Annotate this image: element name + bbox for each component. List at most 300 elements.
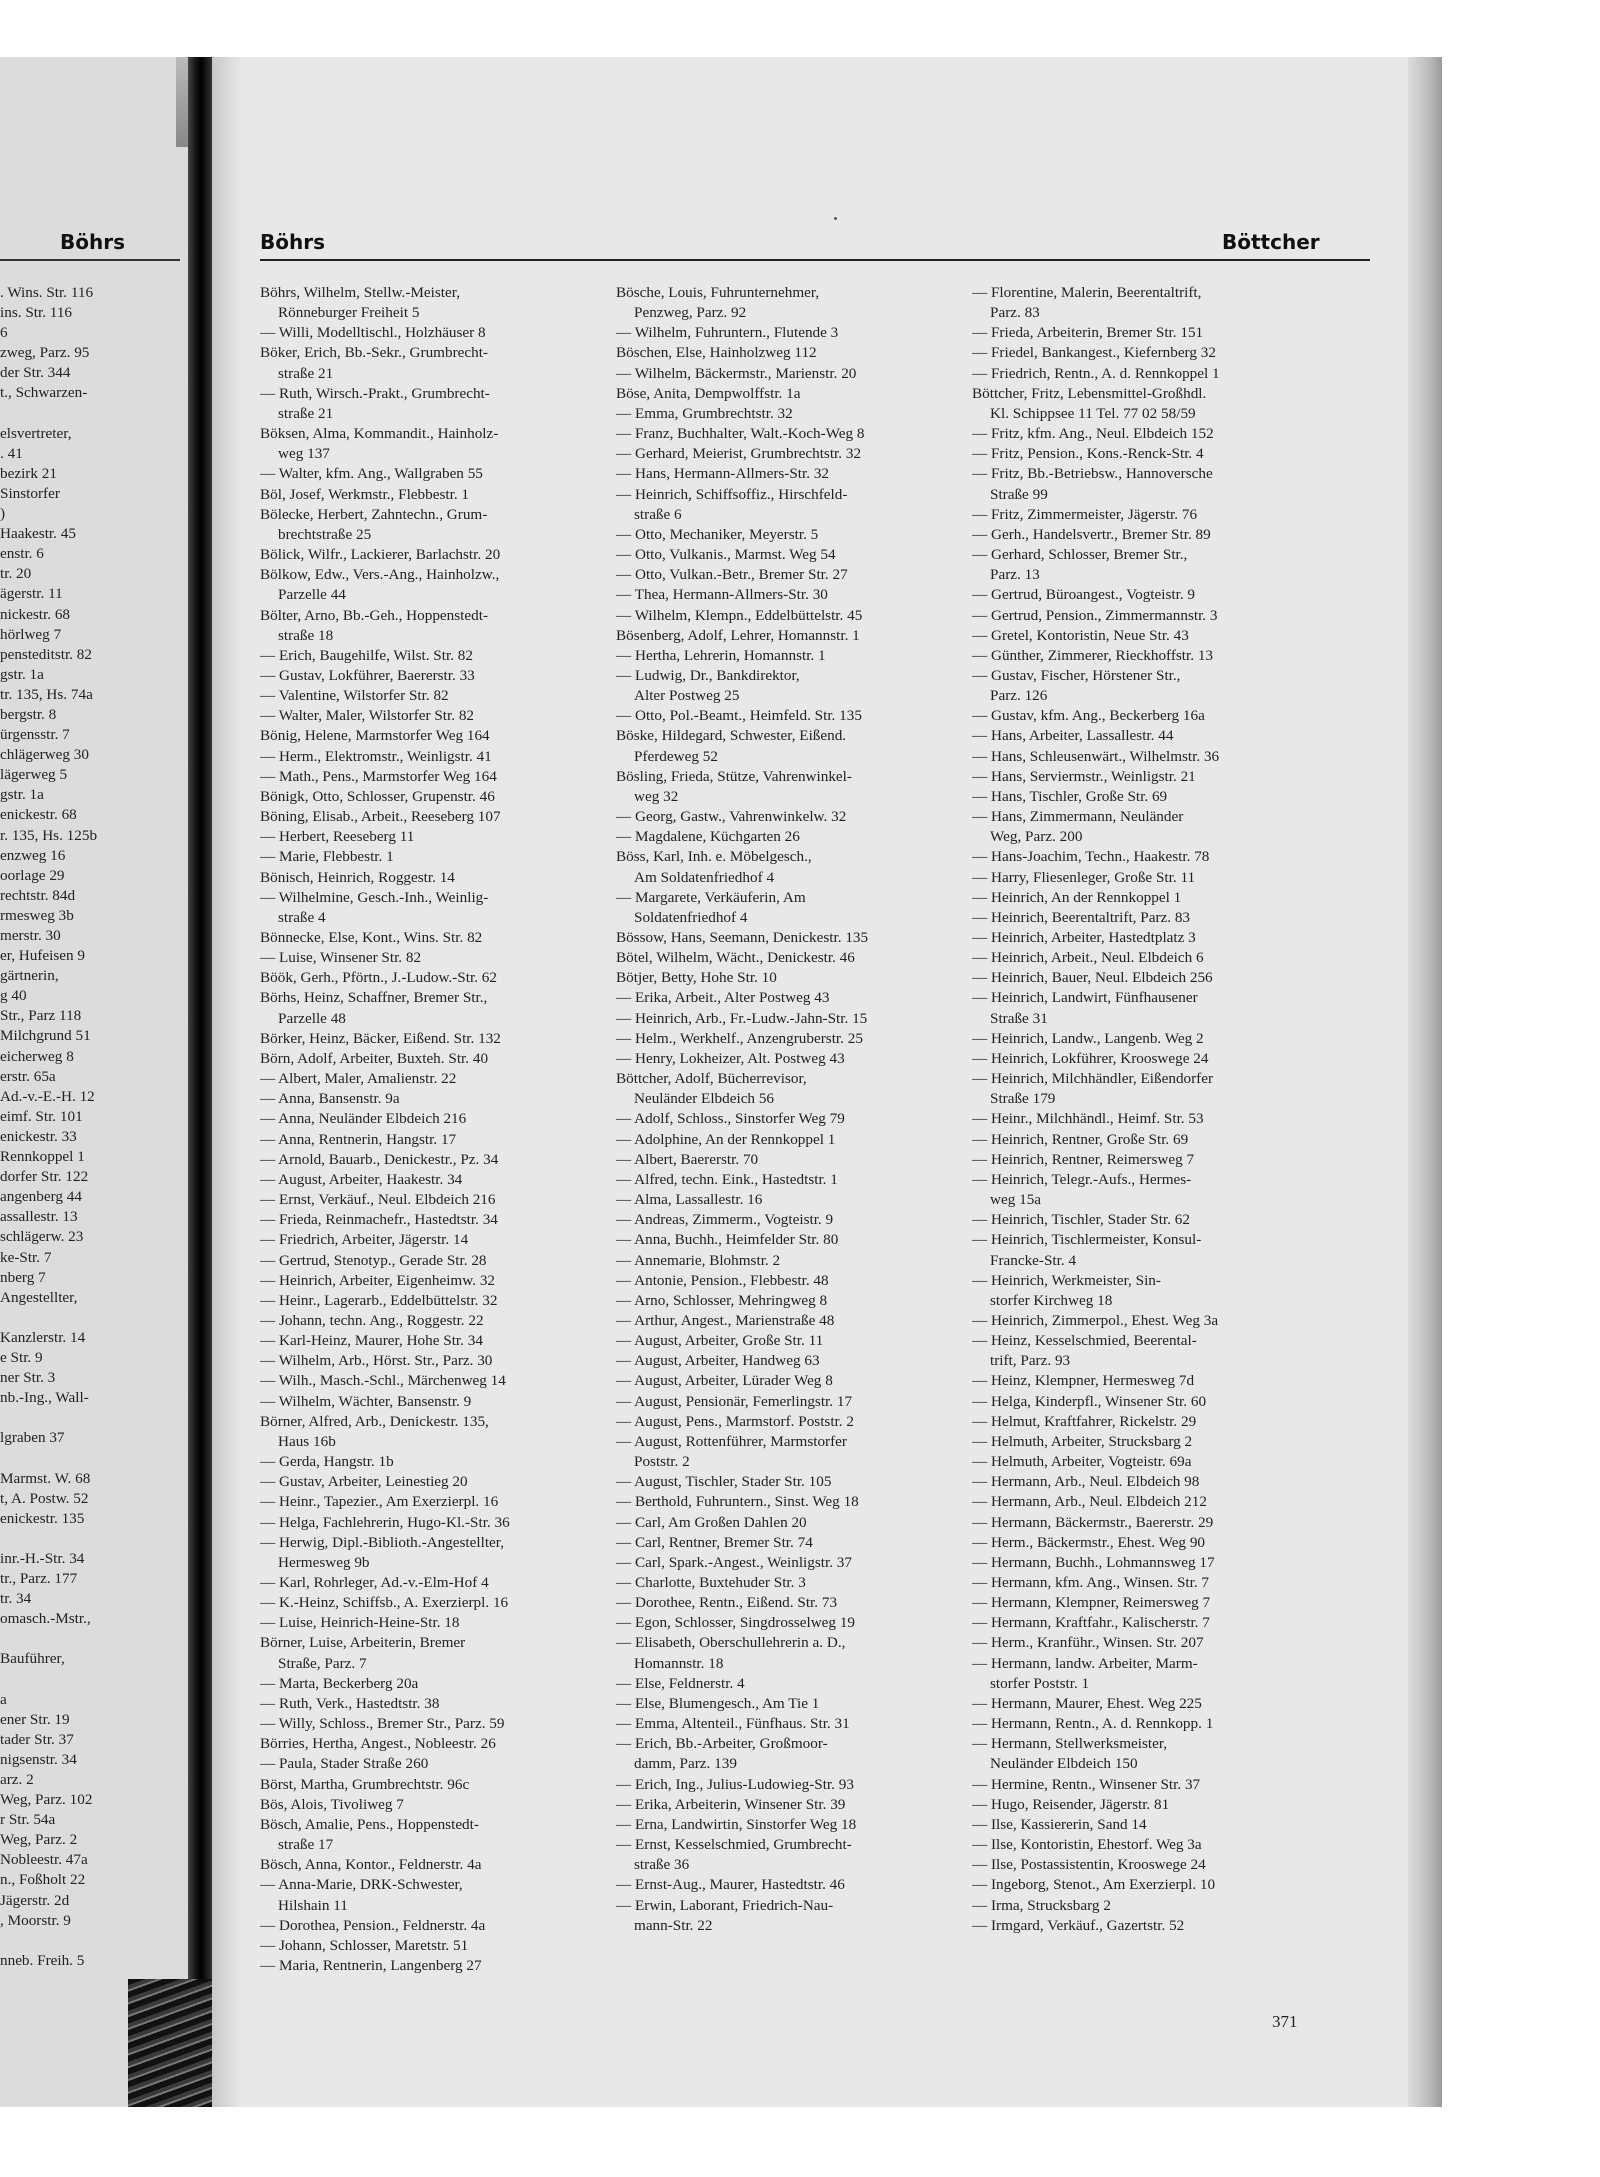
previous-page-line: t., Schwarzen- (0, 384, 88, 402)
directory-entry-line: — Fritz, Zimmermeister, Jägerstr. 76 (972, 505, 1198, 523)
directory-entry-line: — August, Arbeiter, Große Str. 11 (616, 1332, 824, 1350)
directory-entry-line: Neuländer Elbdeich 150 (990, 1755, 1138, 1773)
directory-entry-line: Bönig, Helene, Marmstorfer Weg 164 (260, 727, 490, 745)
previous-page-line (0, 1308, 180, 1328)
directory-entry-line: Bölter, Arno, Bb.-Geh., Hoppenstedt- (260, 606, 489, 624)
directory-entry-line: — Gertrud, Pension., Zimmermannstr. 3 (972, 606, 1218, 624)
directory-entry-line: — Johann, techn. Ang., Roggestr. 22 (260, 1311, 484, 1329)
directory-entry-line: straße 21 (278, 364, 334, 382)
directory-entry-line: Böske, Hildegard, Schwester, Eißend. (616, 727, 847, 745)
previous-page-line (0, 1629, 180, 1649)
previous-page-line: bezirk 21 (0, 464, 57, 482)
directory-entry-line: Parz. 126 (990, 687, 1048, 705)
previous-page-header: Böhrs (60, 230, 125, 254)
previous-page-line: lgraben 37 (0, 1429, 65, 1447)
directory-entry-line: — Helmuth, Arbeiter, Vogteistr. 69a (972, 1453, 1192, 1471)
book-gutter (188, 57, 212, 2107)
previous-page-line: nb.-Ing., Wall- (0, 1389, 89, 1407)
directory-entry-line: — Gustav, kfm. Ang., Beckerberg 16a (972, 707, 1205, 725)
previous-page-line: ürgensstr. 7 (0, 726, 70, 744)
directory-entry-line: — Albert, Maler, Amalienstr. 22 (260, 1070, 457, 1088)
running-head-right: Böttcher (1222, 230, 1320, 254)
previous-page-line: Jägerstr. 2d (0, 1891, 70, 1909)
previous-page-line: tr., Parz. 177 (0, 1570, 78, 1587)
directory-entry-line: — Wilhelm, Bäckermstr., Marienstr. 20 (616, 364, 857, 382)
directory-entry-line: Bösenberg, Adolf, Lehrer, Homannstr. 1 (616, 626, 860, 644)
directory-entry-line: — Helmut, Kraftfahrer, Rickelstr. 29 (972, 1412, 1197, 1430)
previous-page-line: n., Foßholt 22 (0, 1871, 86, 1889)
directory-entry-line: — Erwin, Laborant, Friedrich-Nau- (616, 1896, 834, 1914)
directory-entry-line: — Hans, Tischler, Große Str. 69 (972, 787, 1168, 805)
directory-entry-line: Bössow, Hans, Seemann, Denickestr. 135 (616, 929, 869, 946)
directory-entry-line: Böning, Elisab., Arbeit., Reeseberg 107 (260, 808, 501, 826)
directory-entry-line: Bölecke, Herbert, Zahntechn., Grum- (260, 505, 488, 523)
directory-entry-line: — Anna-Marie, DRK-Schwester, (260, 1876, 463, 1894)
directory-entry-line: — Heinrich, Rentner, Große Str. 69 (972, 1130, 1189, 1148)
directory-entry-line: Börner, Alfred, Arb., Denickestr. 135, (260, 1412, 489, 1430)
previous-page-line: elsvertreter, (0, 424, 72, 442)
directory-entry-line: straße 36 (634, 1856, 690, 1874)
previous-page-line: merstr. 30 (0, 927, 61, 944)
directory-entry-line: — Hermann, Maurer, Ehest. Weg 225 (972, 1694, 1202, 1712)
directory-entry-line: Böl, Josef, Werkmstr., Flebbestr. 1 (260, 485, 470, 503)
previous-page-line: r. 135, Hs. 125b (0, 826, 98, 844)
directory-entry-line: — Helga, Fachlehrerin, Hugo-Kl.-Str. 36 (260, 1513, 510, 1531)
directory-entry-line: — Annemarie, Blohmstr. 2 (616, 1251, 781, 1269)
directory-entry-line: Böttcher, Fritz, Lebensmittel-Großhdl. (972, 384, 1207, 402)
directory-entry-line: — Erika, Arbeiterin, Winsener Str. 39 (616, 1795, 846, 1813)
directory-entry-line: — Helmuth, Arbeiter, Strucksbarg 2 (972, 1432, 1193, 1450)
previous-page-line: er, Hufeisen 9 (0, 947, 85, 965)
directory-entry-line: — Friedrich, Arbeiter, Jägerstr. 14 (260, 1231, 469, 1249)
page-edge-shadow (1408, 57, 1442, 2107)
directory-entry-line: — Wilhelm, Arb., Hörst. Str., Parz. 30 (260, 1352, 493, 1370)
directory-entry-line: Böök, Gerh., Pförtn., J.-Ludow.-Str. 62 (260, 969, 497, 987)
directory-entry-line: — Karl, Rohrleger, Ad.-v.-Elm-Hof 4 (260, 1574, 489, 1591)
directory-entry-line: trift, Parz. 93 (990, 1352, 1071, 1370)
previous-page-line: t, A. Postw. 52 (0, 1489, 89, 1507)
previous-page-line: Nobleestr. 47a (0, 1851, 88, 1869)
binding-tape (128, 1979, 218, 2107)
directory-entry-line: Börn, Adolf, Arbeiter, Buxteh. Str. 40 (260, 1049, 489, 1067)
directory-entry-line: — Irmgard, Verkäuf., Gazertstr. 52 (972, 1916, 1185, 1934)
directory-entry-line: — Hermann, Klempner, Reimersweg 7 (972, 1594, 1211, 1612)
directory-entry-line: — Arnold, Bauarb., Denickestr., Pz. 34 (260, 1150, 499, 1168)
directory-entry-line: — Hermann, Buchh., Lohmannsweg 17 (972, 1553, 1215, 1571)
directory-entry-line: Böker, Erich, Bb.-Sekr., Grumbrecht- (260, 344, 488, 362)
directory-entry-line: straße 21 (278, 404, 334, 422)
directory-entry-line: — Heinrich, Werkmeister, Sin- (972, 1271, 1161, 1289)
previous-page-line: nberg 7 (0, 1268, 46, 1286)
directory-entry-line: — Hermann, Kraftfahr., Kalischerstr. 7 (972, 1614, 1210, 1632)
previous-page-line: bergstr. 8 (0, 705, 57, 723)
previous-page-line: Ad.-v.-E.-H. 12 (0, 1087, 95, 1105)
directory-entry-line: — Alma, Lassallestr. 16 (616, 1191, 763, 1209)
directory-entry-line: — Herm., Bäckermstr., Ehest. Weg 90 (972, 1533, 1206, 1551)
directory-entry-line: — Adolf, Schloss., Sinstorfer Weg 79 (616, 1110, 845, 1128)
directory-entry-line: straße 18 (278, 626, 334, 644)
directory-entry-line: — Heinrich, Rentner, Reimersweg 7 (972, 1150, 1195, 1168)
directory-entry-line: Homannstr. 18 (634, 1654, 724, 1672)
previous-page-rule (0, 259, 180, 261)
directory-entry-line: — Anna, Neuländer Elbdeich 216 (260, 1110, 467, 1128)
directory-entry-line: Hermesweg 9b (278, 1553, 370, 1571)
header-dot (834, 217, 837, 220)
directory-entry-line: — Paula, Stader Straße 260 (260, 1755, 429, 1773)
directory-entry-line: — Heinrich, Schiffsoffiz., Hirschfeld- (616, 485, 848, 503)
directory-entry-line: straße 6 (634, 505, 682, 523)
directory-entry-line: — Karl-Heinz, Maurer, Hohe Str. 34 (260, 1332, 483, 1350)
previous-page-column (0, 283, 180, 1971)
directory-entry-line: Soldatenfriedhof 4 (634, 908, 748, 926)
previous-page-line: gstr. 1a (0, 665, 44, 683)
directory-entry-line: — Ilse, Postassistentin, Krooswege 24 (972, 1856, 1206, 1874)
directory-entry-line: Neuländer Elbdeich 56 (634, 1090, 775, 1108)
directory-entry-line: — Franz, Buchhalter, Walt.-Koch-Weg 8 (616, 425, 865, 443)
previous-page-line: rmesweg 3b (0, 906, 74, 924)
directory-entry-line: — Math., Pens., Marmstorfer Weg 164 (260, 767, 497, 785)
directory-entry-line: — Anna, Buchh., Heimfelder Str. 80 (616, 1231, 839, 1249)
directory-entry-line: Böttcher, Adolf, Bücherrevisor, (616, 1070, 807, 1088)
directory-entry-line: — Heinrich, Zimmerpol., Ehest. Weg 3a (972, 1311, 1219, 1329)
previous-page-line: g 40 (0, 987, 27, 1005)
directory-entry-line: — Anna, Bansenstr. 9a (260, 1090, 400, 1108)
directory-entry-line: Poststr. 2 (634, 1453, 690, 1471)
directory-entry-line: Weg, Parz. 200 (990, 828, 1083, 846)
previous-page-line: ke-Str. 7 (0, 1248, 52, 1266)
directory-entry-line: — Gerhard, Meierist, Grumbrechtstr. 32 (616, 445, 862, 463)
directory-entry-line: — Heinr., Lagerarb., Eddelbüttelstr. 32 (260, 1291, 498, 1309)
directory-entry-line: — Gerh., Handelsvertr., Bremer Str. 89 (972, 525, 1211, 543)
previous-page-line: Milchgrund 51 (0, 1027, 91, 1045)
previous-page-line (0, 1448, 180, 1468)
directory-entry-line: Bösche, Louis, Fuhrunternehmer, (616, 284, 820, 301)
directory-entry-line: — Heinrich, Arbeiter, Eigenheimw. 32 (260, 1271, 496, 1289)
directory-entry-line: — Carl, Rentner, Bremer Str. 74 (616, 1533, 813, 1551)
directory-entry-line: — Gustav, Arbeiter, Leinestieg 20 (260, 1473, 468, 1491)
directory-entry-line: Bölick, Wilfr., Lackierer, Barlachstr. 20 (260, 546, 501, 564)
directory-entry-line: — Ernst, Kesselschmied, Grumbrecht- (616, 1836, 852, 1854)
directory-entry-line: — Hermann, kfm. Ang., Winsen. Str. 7 (972, 1574, 1210, 1591)
previous-page-fragment (0, 57, 188, 2107)
directory-entry-line: Parzelle 44 (278, 586, 346, 604)
previous-page-line (0, 404, 180, 424)
directory-entry-line: — Valentine, Wilstorfer Str. 82 (260, 687, 449, 705)
directory-entry-line: Am Soldatenfriedhof 4 (634, 868, 775, 886)
previous-page-line: nigsenstr. 34 (0, 1750, 77, 1768)
previous-page-line: Weg, Parz. 102 (0, 1791, 93, 1809)
directory-entry-line: — Wilhelmine, Gesch.-Inh., Weinlig- (260, 888, 489, 906)
previous-page-line: hörlweg 7 (0, 625, 62, 643)
previous-page-line: chlägerweg 30 (0, 746, 89, 764)
directory-entry-line: — Ilse, Kontoristin, Ehestorf. Weg 3a (972, 1836, 1202, 1854)
directory-entry-line: — Fritz, kfm. Ang., Neul. Elbdeich 152 (972, 425, 1214, 443)
previous-page-line: enickestr. 68 (0, 806, 77, 824)
directory-entry-line: — Margarete, Verkäuferin, Am (616, 888, 806, 906)
directory-entry-line: — Hans, Arbeiter, Lassallestr. 44 (972, 727, 1174, 745)
previous-page-line: rechtstr. 84d (0, 886, 76, 904)
directory-entry-line: — Antonie, Pension., Flebbestr. 48 (616, 1271, 829, 1289)
directory-entry-line: — Hermann, Bäckermstr., Baererstr. 29 (972, 1513, 1214, 1531)
directory-entry-line: — Friedel, Bankangest., Kiefernberg 32 (972, 344, 1216, 362)
directory-entry-line: — Erich, Ing., Julius-Ludowieg-Str. 93 (616, 1775, 854, 1793)
previous-page-line: a (0, 1690, 7, 1708)
directory-entry-line: — Wilh., Masch.-Schl., Märchenweg 14 (260, 1372, 506, 1390)
directory-entry-line: — Heinrich, Tischlermeister, Konsul- (972, 1231, 1202, 1249)
previous-page-line: schlägerw. 23 (0, 1228, 84, 1246)
directory-entry-line: Pferdeweg 52 (634, 747, 718, 765)
directory-entry-line: — Frieda, Reinmachefr., Hastedtstr. 34 (260, 1211, 498, 1229)
directory-entry-line: — August, Tischler, Stader Str. 105 (616, 1473, 832, 1491)
directory-entry-line: — Wilhelm, Wächter, Bansenstr. 9 (260, 1392, 472, 1410)
previous-page-line: r Str. 54a (0, 1811, 56, 1829)
previous-page-line: ner Str. 3 (0, 1369, 56, 1387)
directory-entry-line: Haus 16b (278, 1432, 336, 1450)
directory-entry-line: — Johann, Schlosser, Maretstr. 51 (260, 1936, 469, 1954)
directory-entry-line: — Marta, Beckerberg 20a (260, 1674, 419, 1692)
directory-entry-line: — Hans, Hermann-Allmers-Str. 32 (616, 465, 830, 483)
directory-entry-line: straße 17 (278, 1836, 334, 1854)
directory-entry-line: — Erna, Landwirtin, Sinstorfer Weg 18 (616, 1815, 857, 1833)
directory-entry-line: — Ernst, Verkäuf., Neul. Elbdeich 216 (260, 1191, 496, 1209)
directory-entry-line: Böksen, Alma, Kommandit., Hainholz- (260, 425, 499, 443)
directory-entry-line: — Fritz, Bb.-Betriebsw., Hannoversche (972, 465, 1213, 483)
directory-entry-line: — Herbert, Reeseberg 11 (260, 828, 415, 846)
directory-entry-line: — Luise, Winsener Str. 82 (260, 949, 422, 967)
previous-page-line (0, 1669, 180, 1689)
directory-entry-line: — Hermann, Arb., Neul. Elbdeich 98 (972, 1473, 1200, 1491)
previous-page-line: enickestr. 135 (0, 1509, 85, 1527)
directory-entry-line: — Ruth, Wirsch.-Prakt., Grumbrecht- (260, 384, 490, 402)
page-number: 371 (1272, 2012, 1298, 2031)
previous-page-line (0, 1408, 180, 1428)
directory-entry-line: — Willi, Modelltischl., Holzhäuser 8 (260, 324, 486, 342)
directory-entry-line: — Ingeborg, Stenot., Am Exerzierpl. 10 (972, 1876, 1216, 1894)
directory-entry-line: — Heinrich, Bauer, Neul. Elbdeich 256 (972, 969, 1213, 987)
directory-entry-line: Börries, Hertha, Angest., Nobleestr. 26 (260, 1735, 496, 1753)
directory-entry-line: — August, Arbeiter, Handweg 63 (616, 1352, 820, 1370)
directory-entry-line: brechtstraße 25 (278, 525, 372, 543)
directory-entry-line: — Willy, Schloss., Bremer Str., Parz. 59 (260, 1715, 505, 1733)
directory-entry-line: — Heinrich, Arbeit., Neul. Elbdeich 6 (972, 949, 1204, 967)
previous-page-line: gstr. 1a (0, 786, 44, 804)
previous-page-line: gärtnerin, (0, 967, 59, 985)
directory-entry-line: — Friedrich, Rentn., A. d. Rennkoppel 1 (972, 364, 1220, 382)
previous-page-line: . Wins. Str. 116 (0, 284, 94, 301)
directory-column-3 (972, 283, 1322, 1936)
previous-page-line: eicherweg 8 (0, 1047, 74, 1065)
directory-entry-line: — Anna, Rentnerin, Hangstr. 17 (260, 1130, 457, 1148)
directory-entry-line: storfer Poststr. 1 (990, 1674, 1090, 1692)
header-rule (260, 259, 1370, 261)
previous-page-line: Angestellter, (0, 1288, 78, 1306)
directory-entry-line: — Heinrich, Telegr.-Aufs., Hermes- (972, 1170, 1192, 1188)
directory-entry-line: — Arthur, Angest., Marienstraße 48 (616, 1311, 835, 1329)
directory-entry-line: — Elisabeth, Oberschullehrerin a. D., (616, 1634, 846, 1652)
previous-page-line: inr.-H.-Str. 34 (0, 1549, 85, 1567)
directory-entry-line: — Arno, Schlosser, Mehringweg 8 (616, 1291, 828, 1309)
previous-page-line: Str., Parz 118 (0, 1007, 82, 1025)
directory-entry-line: — Herwig, Dipl.-Biblioth.-Angestellter, (260, 1533, 505, 1551)
scanned-book-spread (0, 57, 1442, 2107)
directory-entry-line: — Magdalene, Küchgarten 26 (616, 828, 800, 846)
directory-entry-line: — Andreas, Zimmerm., Vogteistr. 9 (616, 1211, 834, 1229)
directory-entry-line: — K.-Heinz, Schiffsb., A. Exerzierpl. 16 (260, 1594, 509, 1612)
directory-entry-line: — Ruth, Verk., Hastedtstr. 38 (260, 1694, 440, 1712)
previous-page-line: omasch.-Mstr., (0, 1610, 91, 1628)
directory-entry-line: — Marie, Flebbestr. 1 (260, 848, 394, 866)
directory-entry-line: Bösling, Frieda, Stütze, Vahrenwinkel- (616, 767, 852, 785)
directory-entry-line: — Hugo, Reisender, Jägerstr. 81 (972, 1795, 1170, 1813)
directory-entry-line: — Ernst-Aug., Maurer, Hastedtstr. 46 (616, 1876, 845, 1894)
directory-entry-line: — Heinrich, Arbeiter, Hastedtplatz 3 (972, 929, 1196, 946)
directory-entry-line: mann-Str. 22 (634, 1916, 713, 1934)
directory-entry-line: Parz. 13 (990, 566, 1040, 584)
directory-entry-line: Böschen, Else, Hainholzweg 112 (616, 344, 817, 362)
directory-entry-line: — Otto, Mechaniker, Meyerstr. 5 (616, 525, 819, 543)
directory-entry-line: — Emma, Grumbrechtstr. 32 (616, 404, 793, 422)
directory-entry-line: — Hertha, Lehrerin, Homannstr. 1 (616, 646, 826, 664)
directory-entry-line: — Heinr., Tapezier., Am Exerzierpl. 16 (260, 1493, 499, 1511)
directory-entry-line: — Otto, Pol.-Beamt., Heimfeld. Str. 135 (616, 707, 862, 725)
directory-entry-line: — Gerhard, Schlosser, Bremer Str., (972, 546, 1188, 564)
directory-entry-line: — August, Rottenführer, Marmstorfer (616, 1432, 847, 1450)
directory-entry-line: — Florentine, Malerin, Beerentaltrift, (972, 284, 1202, 301)
running-head-left: Böhrs (260, 230, 325, 254)
directory-entry-line: Böss, Karl, Inh. e. Möbelgesch., (616, 848, 812, 866)
directory-entry-line: — Adolphine, An der Rennkoppel 1 (616, 1130, 836, 1148)
directory-entry-line: — Wilhelm, Klempn., Eddelbüttelstr. 45 (616, 606, 863, 624)
directory-entry-line: Bösch, Amalie, Pens., Hoppenstedt- (260, 1815, 479, 1833)
previous-page-line (0, 1529, 180, 1549)
directory-column-1 (260, 283, 610, 1976)
previous-page-line: enzweg 16 (0, 846, 66, 864)
previous-page-line (0, 1931, 180, 1951)
directory-entry-line: — Albert, Baererstr. 70 (616, 1150, 759, 1168)
previous-page-line: dorfer Str. 122 (0, 1168, 89, 1186)
directory-entry-line: Alter Postweg 25 (634, 687, 740, 705)
directory-entry-line: Rönneburger Freiheit 5 (278, 304, 420, 322)
previous-page-line: nickestr. 68 (0, 605, 71, 623)
directory-entry-line: — Gerda, Hangstr. 1b (260, 1453, 394, 1471)
directory-entry-line: Bönnecke, Else, Kont., Wins. Str. 82 (260, 929, 483, 946)
directory-entry-line: — Otto, Vulkanis., Marmst. Weg 54 (616, 546, 836, 564)
directory-page (212, 57, 1442, 2107)
directory-entry-line: — Helm., Werkhelf., Anzengruberstr. 25 (616, 1029, 863, 1047)
directory-entry-line: — Gustav, Lokführer, Baererstr. 33 (260, 666, 475, 684)
directory-entry-line: Böhrs, Wilhelm, Stellw.-Meister, (260, 284, 460, 301)
directory-entry-line: — Heinrich, Lokführer, Krooswege 24 (972, 1049, 1209, 1067)
previous-page-line: assallestr. 13 (0, 1208, 78, 1226)
directory-entry-line: — Wilhelm, Fuhruntern., Flutende 3 (616, 324, 839, 342)
previous-page-line: enickestr. 33 (0, 1127, 77, 1145)
directory-entry-line: — Hermann, Stellwerksmeister, (972, 1735, 1168, 1753)
directory-entry-line: Bösch, Anna, Kontor., Feldnerstr. 4a (260, 1856, 482, 1874)
directory-entry-line: — Ilse, Kassiererin, Sand 14 (972, 1815, 1147, 1833)
directory-entry-line: — Herm., Elektromstr., Weinligstr. 41 (260, 747, 492, 765)
directory-entry-line: Parz. 83 (990, 304, 1040, 322)
directory-entry-line: Bötel, Wilhelm, Wächt., Denickestr. 46 (616, 949, 855, 967)
directory-entry-line: — Walter, Maler, Wilstorfer Str. 82 (260, 707, 475, 725)
directory-entry-line: — Georg, Gastw., Vahrenwinkelw. 32 (616, 808, 847, 826)
previous-page-line: Rennkoppel 1 (0, 1148, 85, 1166)
directory-entry-line: — Heinrich, Landw., Langenb. Weg 2 (972, 1029, 1204, 1047)
directory-entry-line: — Heinrich, Arb., Fr.-Ludw.-Jahn-Str. 15 (616, 1009, 868, 1027)
directory-entry-line: — Walter, kfm. Ang., Wallgraben 55 (260, 465, 483, 483)
directory-entry-line: — Gertrud, Stenotyp., Gerade Str. 28 (260, 1251, 487, 1269)
directory-entry-line: — Heinrich, An der Rennkoppel 1 (972, 888, 1182, 906)
directory-entry-line: Bönigk, Otto, Schlosser, Grupenstr. 46 (260, 787, 495, 805)
directory-entry-line: — Frieda, Arbeiterin, Bremer Str. 151 (972, 324, 1204, 342)
previous-page-line: tr. 20 (0, 565, 32, 583)
directory-entry-line: — Heinz, Kesselschmied, Beerental- (972, 1332, 1197, 1350)
directory-entry-line: — Henry, Lokheizer, Alt. Postweg 43 (616, 1049, 845, 1067)
previous-page-line: lägerweg 5 (0, 766, 68, 784)
directory-entry-line: — Heinz, Klempner, Hermesweg 7d (972, 1372, 1195, 1390)
directory-entry-line: — Fritz, Pension., Kons.-Renck-Str. 4 (972, 445, 1204, 463)
directory-entry-line: — Gustav, Fischer, Hörstener Str., (972, 666, 1181, 684)
previous-page-line: Weg, Parz. 2 (0, 1831, 78, 1849)
directory-entry-line: — Dorothea, Pension., Feldnerstr. 4a (260, 1916, 486, 1934)
directory-entry-line: — Herm., Kranführ., Winsen. Str. 207 (972, 1634, 1204, 1652)
previous-page-line: Haakestr. 45 (0, 525, 76, 543)
previous-page-line: oorlage 29 (0, 866, 65, 884)
directory-entry-line: — Erich, Baugehilfe, Wilst. Str. 82 (260, 646, 473, 664)
directory-entry-line: — Else, Feldnerstr. 4 (616, 1674, 745, 1692)
directory-entry-line: — Egon, Schlosser, Singdrosselweg 19 (616, 1614, 856, 1632)
directory-entry-line: Straße, Parz. 7 (278, 1654, 367, 1672)
directory-entry-line: Böse, Anita, Dempwolffstr. 1a (616, 384, 801, 402)
directory-entry-line: — Heinrich, Beerentaltrift, Parz. 83 (972, 908, 1191, 926)
directory-entry-line: — Heinrich, Tischler, Stader Str. 62 (972, 1211, 1190, 1229)
directory-entry-line: — Gretel, Kontoristin, Neue Str. 43 (972, 626, 1189, 644)
directory-entry-line: — Maria, Rentnerin, Langenberg 27 (260, 1956, 482, 1974)
directory-entry-line: Bös, Alois, Tivoliweg 7 (260, 1795, 404, 1813)
directory-entry-line: Bötjer, Betty, Hohe Str. 10 (616, 969, 777, 987)
directory-entry-line: Straße 99 (990, 485, 1048, 503)
directory-entry-line: Börner, Luise, Arbeiterin, Bremer (260, 1634, 466, 1652)
directory-entry-line: weg 15a (990, 1191, 1042, 1209)
directory-entry-line: — Thea, Hermann-Allmers-Str. 30 (616, 586, 828, 604)
directory-entry-line: — Hans, Serviermstr., Weinligstr. 21 (972, 767, 1196, 785)
directory-entry-line: — Luise, Heinrich-Heine-Str. 18 (260, 1614, 460, 1632)
previous-page-line: Sinstorfer (0, 484, 60, 502)
directory-entry-line: — Ludwig, Dr., Bankdirektor, (616, 666, 800, 684)
previous-page-line: tr. 135, Hs. 74a (0, 685, 93, 703)
directory-entry-line: weg 137 (278, 445, 330, 463)
directory-entry-line: — Gertrud, Büroangest., Vogteistr. 9 (972, 586, 1196, 604)
directory-entry-line: — Emma, Altenteil., Fünfhaus. Str. 31 (616, 1715, 850, 1733)
directory-entry-line: Hilshain 11 (278, 1896, 348, 1914)
previous-page-line: eimf. Str. 101 (0, 1107, 83, 1125)
previous-page-line: 6 (0, 324, 8, 342)
previous-page-line: zweg, Parz. 95 (0, 344, 90, 362)
previous-page-line: angenberg 44 (0, 1188, 82, 1206)
directory-entry-line: — August, Arbeiter, Haakestr. 34 (260, 1170, 463, 1188)
directory-entry-line: — Heinrich, Milchhändler, Eißendorfer (972, 1070, 1214, 1088)
previous-page-line: der Str. 344 (0, 364, 71, 382)
previous-page-line: ener Str. 19 (0, 1710, 70, 1728)
directory-entry-line: — Hermann, landw. Arbeiter, Marm- (972, 1654, 1198, 1672)
directory-entry-line: — Hans-Joachim, Techn., Haakestr. 78 (972, 848, 1210, 866)
directory-entry-line: — Hans, Zimmermann, Neuländer (972, 808, 1184, 826)
directory-entry-line: weg 32 (634, 787, 679, 805)
previous-page-line: , Moorstr. 9 (0, 1911, 71, 1929)
directory-entry-line: Francke-Str. 4 (990, 1251, 1077, 1269)
directory-entry-line: Parzelle 48 (278, 1009, 346, 1027)
directory-entry-line: — Erika, Arbeit., Alter Postweg 43 (616, 989, 830, 1007)
directory-entry-line: — Carl, Am Großen Dahlen 20 (616, 1513, 807, 1531)
